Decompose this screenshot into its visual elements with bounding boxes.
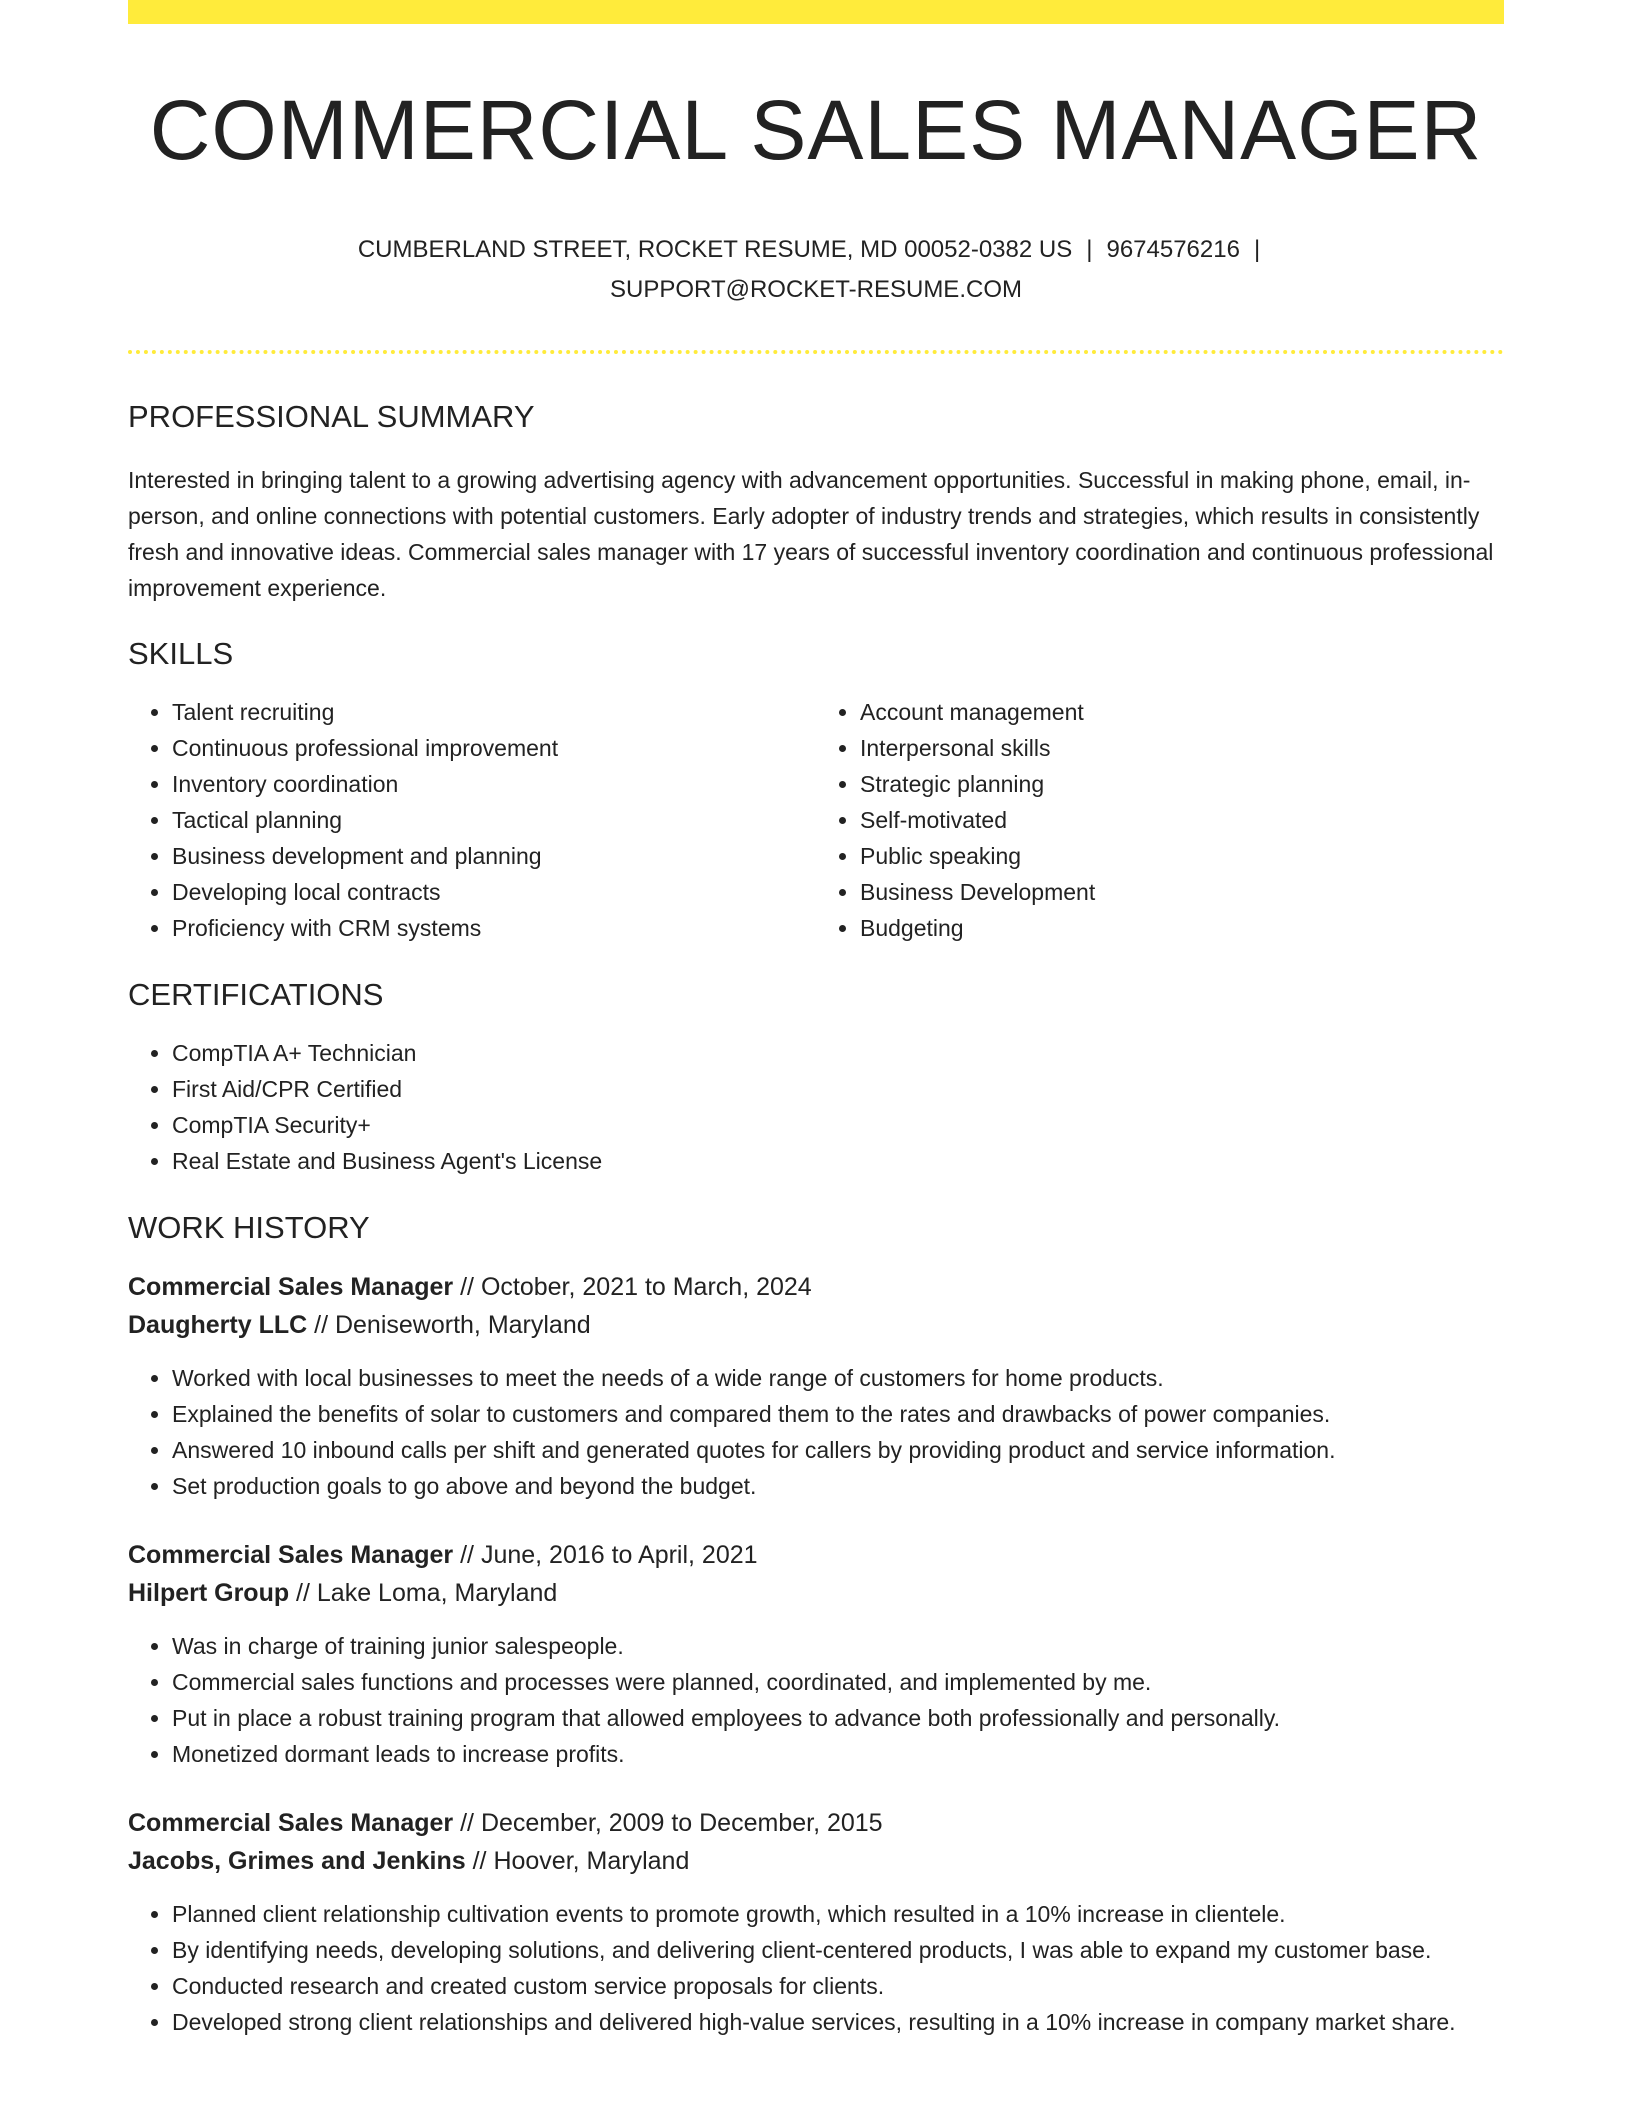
job-company: Hilpert Group (128, 1579, 290, 1608)
certification-item: • CompTIA Security+ (172, 1107, 1504, 1143)
contact-line-2 (128, 270, 1504, 310)
work-history-heading: WORK HISTORY (128, 1209, 370, 1245)
skill-item: • Business development and planning (172, 838, 816, 874)
job-company-line (128, 1574, 1504, 1612)
skills-list (128, 694, 1504, 946)
contact-block (128, 230, 1504, 310)
skill-item: • Strategic planning (860, 766, 1504, 802)
job-company-line (128, 1306, 1504, 1344)
skills-column-right (816, 694, 1504, 946)
skill-item: • Tactical planning (172, 802, 816, 838)
job-bullet: • Answered 10 inbound calls per shift and generated quotes for callers by providing product and service information. (172, 1432, 1504, 1468)
job-entry (128, 1804, 1504, 2040)
job-bullet: • Commercial sales functions and processes were planned, coordinated, and implemented by me. (172, 1664, 1504, 1700)
job-bullets (128, 1628, 1504, 1772)
skill-item: • Inventory coordination (172, 766, 816, 802)
job-bullet: • Planned client relationship cultivation events to promote growth, which resulted in a 10% increase in clientele. (172, 1896, 1504, 1932)
skill-item: • Business Development (860, 874, 1504, 910)
job-company: Daugherty LLC (128, 1311, 308, 1340)
job-company: Jacobs, Grimes and Jenkins (128, 1847, 466, 1876)
certification-item: • CompTIA A+ Technician (172, 1035, 1504, 1071)
job-bullet: • Was in charge of training junior salespeople. (172, 1628, 1504, 1664)
certification-item: • First Aid/CPR Certified (172, 1071, 1504, 1107)
certifications-list (128, 1035, 1504, 1179)
job-bullet: • Conducted research and created custom service proposals for clients. (172, 1968, 1504, 2004)
skill-item: • Interpersonal skills (860, 730, 1504, 766)
summary-heading: PROFESSIONAL SUMMARY (128, 399, 535, 435)
job-title-line (128, 1804, 1504, 1842)
job-bullet: • Developed strong client relationships and delivered high-value services, resulting in a 10% increase in company market share. (172, 2004, 1504, 2040)
resume-name-heading: COMMERCIAL SALES MANAGER (149, 83, 1483, 177)
job-dates: // October, 2021 to March, 2024 (453, 1273, 812, 1302)
skill-item: • Account management (860, 694, 1504, 730)
skill-item: • Talent recruiting (172, 694, 816, 730)
job-bullet: • Put in place a robust training program that allowed employees to advance both professionally and personally. (172, 1700, 1504, 1736)
contact-separator: | (1253, 236, 1261, 264)
contact-separator: | (1086, 236, 1093, 264)
contact-line-1 (128, 230, 1504, 270)
job-bullet: • Monetized dormant leads to increase profits. (172, 1736, 1504, 1772)
skill-item: • Public speaking (860, 838, 1504, 874)
accent-top-bar (128, 0, 1504, 24)
job-entry (128, 1536, 1504, 1772)
job-bullets (128, 1360, 1504, 1504)
job-entry (128, 1268, 1504, 1504)
skill-item: • Continuous professional improvement (172, 730, 816, 766)
skill-item: • Budgeting (860, 910, 1504, 946)
skills-column-left (128, 694, 816, 946)
contact-phone: 9674576216 (1106, 236, 1240, 264)
summary-text: Interested in bringing talent to a growing advertising agency with advancement opportunities. Successful in making phone, email, in-person, and online connections with potential customers. Early adopter of industry trends and strategies, which results in consistently fresh and innovative ideas. Commercial sales manager with 17 years of successful inventory coordination and continuous professional improvement experience. (128, 466, 1494, 601)
job-bullets (128, 1896, 1504, 2040)
job-bullet: • Explained the benefits of solar to customers and compared them to the rates and drawbacks of power companies. (172, 1396, 1504, 1432)
job-bullet: • Set production goals to go above and beyond the budget. (172, 1468, 1504, 1504)
job-bullet: • Worked with local businesses to meet the needs of a wide range of customers for home products. (172, 1360, 1504, 1396)
job-role: Commercial Sales Manager (128, 1809, 454, 1838)
job-location: // Hoover, Maryland (465, 1847, 690, 1876)
job-location: // Lake Loma, Maryland (289, 1579, 558, 1608)
contact-email: SUPPORT@ROCKET-RESUME.COM (610, 276, 1022, 304)
job-company-line (128, 1842, 1504, 1880)
certifications-heading: CERTIFICATIONS (128, 976, 384, 1012)
job-title-line (128, 1268, 1504, 1306)
job-dates: // June, 2016 to April, 2021 (453, 1541, 758, 1570)
job-dates: // December, 2009 to December, 2015 (453, 1809, 883, 1838)
job-role: Commercial Sales Manager (128, 1541, 454, 1570)
contact-address: CUMBERLAND STREET, ROCKET RESUME, MD 00052-0382 US (357, 236, 1073, 264)
job-bullet: • By identifying needs, developing solutions, and delivering client-centered products, I was able to expand my customer base. (172, 1932, 1504, 1968)
skill-item: • Self-motivated (860, 802, 1504, 838)
skill-item: • Proficiency with CRM systems (172, 910, 816, 946)
job-location: // Deniseworth, Maryland (307, 1311, 591, 1340)
resume-page (128, 0, 1504, 2040)
dotted-divider (128, 350, 1504, 354)
job-title-line (128, 1536, 1504, 1574)
job-role: Commercial Sales Manager (128, 1273, 454, 1302)
certification-item: • Real Estate and Business Agent's License (172, 1143, 1504, 1179)
skill-item: • Developing local contracts (172, 874, 816, 910)
skills-heading: SKILLS (128, 635, 234, 671)
